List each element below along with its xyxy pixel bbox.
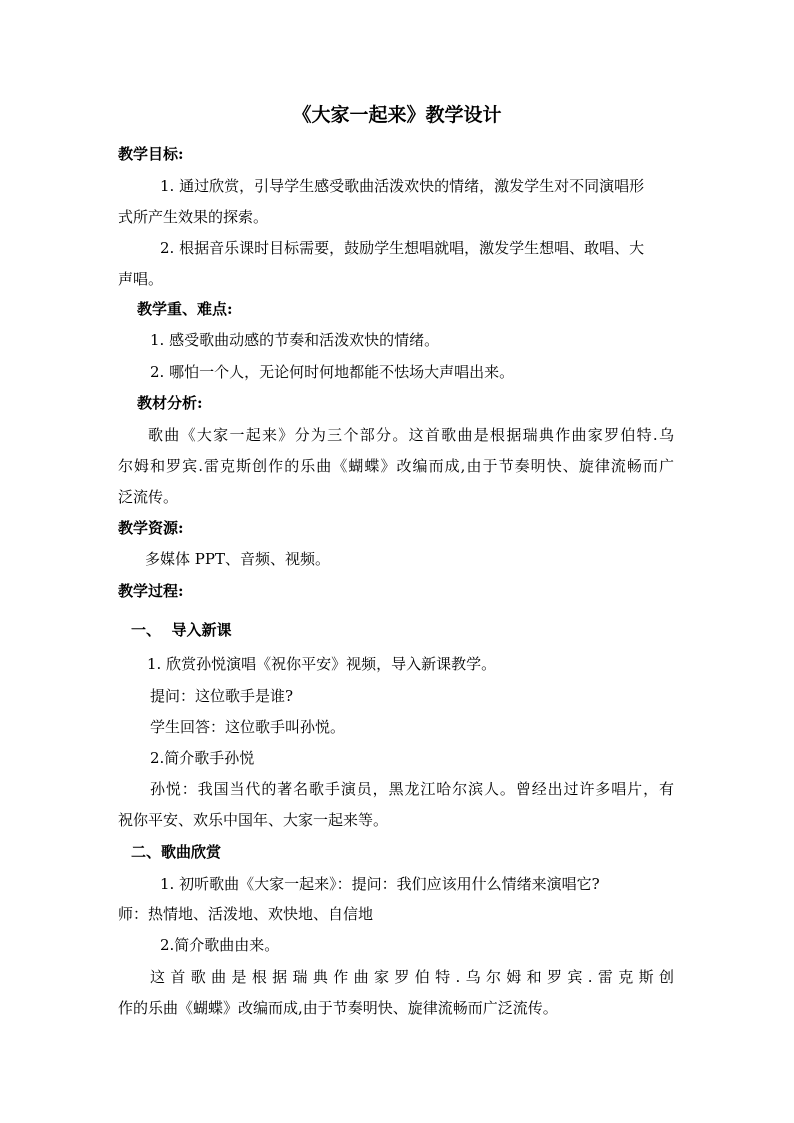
objective-2-line-1: 2. 根据音乐课时目标需要，鼓励学生想唱就唱，激发学生想唱、敢唱、大	[160, 239, 645, 257]
section-1-bio-line-2: 祝你平安、欢乐中国年、大家一起来等。	[118, 811, 389, 829]
section-2-intro-line-2: 作的乐曲《蝴蝶》改编而成,由于节奏明快、旋律流畅而广泛流传。	[118, 999, 558, 1017]
section-1-answer: 学生回答：这位歌手叫孙悦。	[150, 718, 346, 736]
material-line-1: 歌曲《大家一起来》分为三个部分。这首歌曲是根据瑞典作曲家罗伯特.乌	[148, 426, 674, 444]
resources-heading: 教学资源:	[118, 519, 184, 537]
process-heading: 教学过程:	[118, 582, 184, 600]
section-2-heading: 二、歌曲欣赏	[131, 843, 222, 861]
section-2-intro-line-1: 这首歌曲是根据瑞典作曲家罗伯特.乌尔姆和罗宾.雷克斯创	[150, 968, 674, 986]
resources-text: 多媒体 PPT、音频、视频。	[145, 550, 330, 568]
section-1-item-2: 2.简介歌手孙悦	[150, 749, 255, 767]
material-line-3: 泛流传。	[118, 488, 179, 506]
objective-2-line-2: 声唱。	[118, 270, 164, 288]
key-points-heading: 教学重、难点:	[137, 300, 233, 318]
key-point-1: 1. 感受歌曲动感的节奏和活泼欢快的情绪。	[150, 331, 440, 349]
section-1-bio-line-1: 孙悦：我国当代的著名歌手演员，黑龙江哈尔滨人。曾经出过许多唱片，有	[150, 780, 674, 798]
section-1-heading: 一、 导入新课	[131, 621, 232, 639]
section-2-teacher: 师：热情地、活泼地、欢快地、自信地	[118, 905, 374, 923]
objectives-heading: 教学目标:	[118, 145, 184, 163]
page-title: 《大家一起来》教学设计	[292, 104, 502, 126]
material-heading: 教材分析:	[137, 394, 203, 412]
section-1-question: 提问：这位歌手是谁?	[150, 687, 294, 705]
objective-1-line-2: 式所产生效果的探索。	[118, 208, 269, 226]
section-1-item-1: 1. 欣赏孙悦演唱《祝你平安》视频，导入新课教学。	[147, 655, 497, 673]
objective-1-line-1: 1. 通过欣赏，引导学生感受歌曲活泼欢快的情绪，激发学生对不同演唱形	[160, 177, 645, 195]
material-line-2: 尔姆和罗宾.雷克斯创作的乐曲《蝴蝶》改编而成,由于节奏明快、旋律流畅而广	[118, 457, 674, 475]
section-2-item-2: 2.简介歌曲由来。	[160, 936, 280, 954]
section-2-item-1: 1. 初听歌曲《大家一起来》：提问：我们应该用什么情绪来演唱它?	[160, 875, 600, 893]
key-point-2: 2. 哪怕一个人，无论何时何地都能不怯场大声唱出来。	[150, 363, 515, 381]
